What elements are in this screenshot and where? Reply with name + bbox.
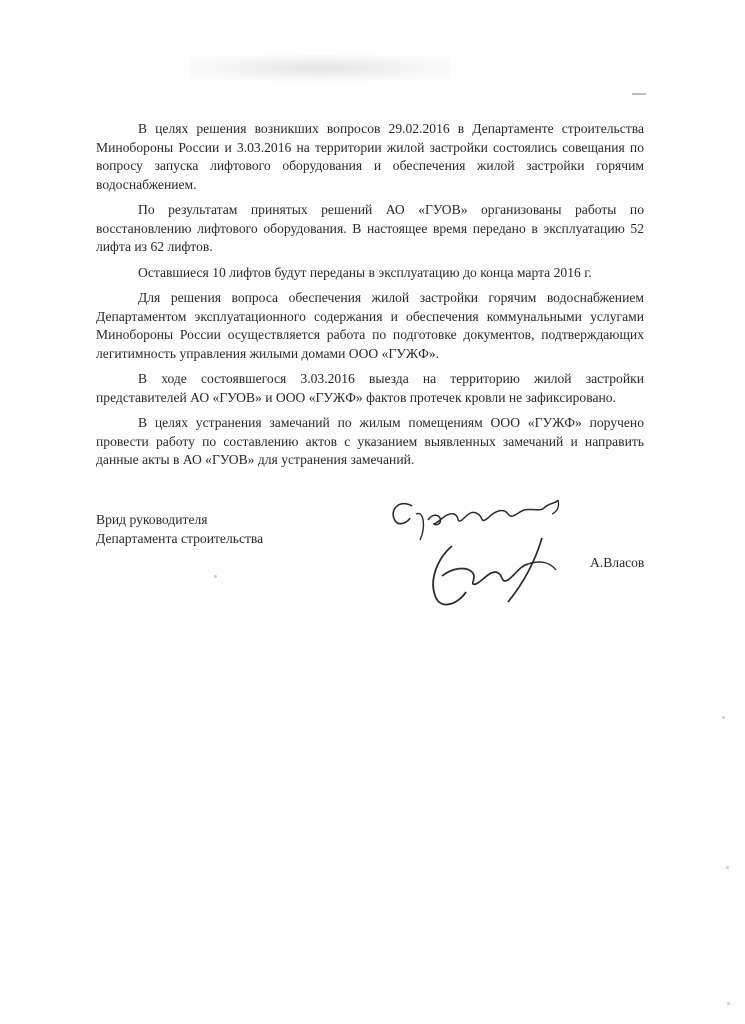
scan-artifact (190, 55, 450, 81)
letter-body (96, 120, 644, 477)
scan-artifact (727, 1002, 730, 1005)
signatory-title-line: Врид руководителя (96, 512, 208, 527)
signatory-title-line: Департамента строительства (96, 531, 264, 546)
scan-artifact (726, 866, 729, 869)
paragraph: Для решения вопроса обеспечения жилой застройки горячим водоснабжением Департаментом эксплуатационного содержания и обеспечения коммунальными услугами Минобороны России осуществляется работа по подготовке документов, подтверждающих легитимность управления жилыми домами ООО «ГУЖФ». (96, 290, 644, 361)
scan-artifact (214, 575, 217, 578)
scan-artifact (722, 716, 725, 719)
scan-artifact (632, 93, 646, 95)
paragraph: В целях устранения замечаний по жилым помещениям ООО «ГУЖФ» поручено провести работу по составлению актов с указанием выявленных замечаний и направить данные акты в АО «ГУОВ» для устранения замечаний. (96, 415, 644, 467)
paragraph: В целях решения возникших вопросов 29.02.2016 в Департаменте строительства Минобороны России и 3.03.2016 на территории жилой застройки состоялись совещания по вопросу запуска лифтового оборудования и обеспечения жилой застройки горячим водоснабжением. (96, 121, 644, 192)
signatory-name: А.Власов (590, 555, 645, 570)
handwritten-signature (380, 488, 590, 618)
paragraph: В ходе состоявшегося 3.03.2016 выезда на территорию жилой застройки представителей АО «ГУОВ» и ООО «ГУЖФ» фактов протечек кровли не зафиксировано. (96, 371, 644, 405)
paragraph: По результатам принятых решений АО «ГУОВ» организованы работы по восстановлению лифтового оборудования. В настоящее время передано в эксплуатацию 52 лифта из 62 лифтов. (96, 202, 644, 254)
signatory-title (96, 510, 263, 548)
paragraph: Оставшиеся 10 лифтов будут переданы в эксплуатацию до конца марта 2016 г. (138, 264, 592, 280)
